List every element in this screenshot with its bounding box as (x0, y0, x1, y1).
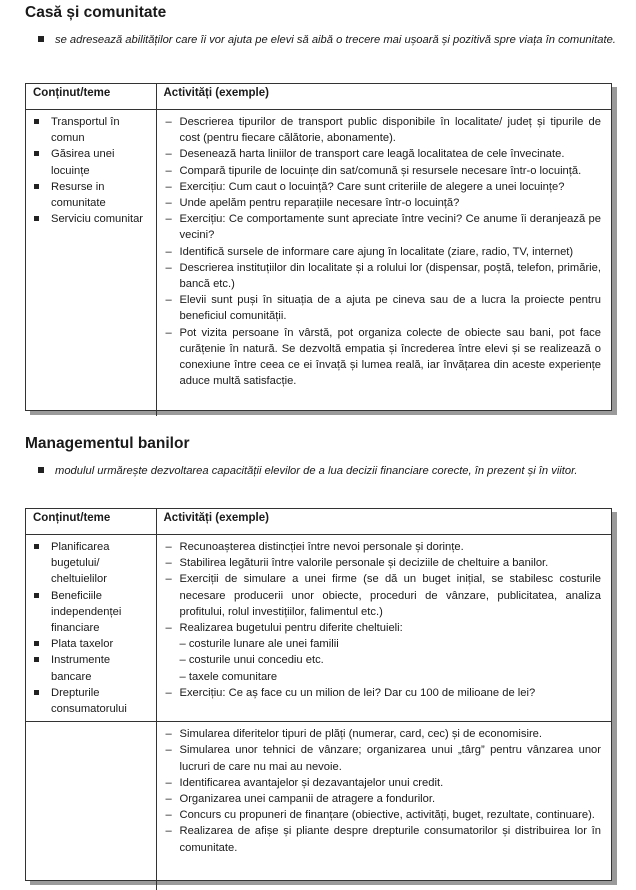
topic-item: Transportul în comun (33, 114, 152, 146)
topics-cell (26, 110, 156, 417)
activity-item: – Exercițiu: Cum caut o locuință? Care sunt criteriile de alegere a unei locuințe? (164, 179, 602, 195)
topic-item: Plata taxelor (33, 636, 152, 652)
activity-item: – Recunoașterea distincției între nevoi personale și dorințe. (164, 539, 602, 555)
activity-item: – Unde apelăm pentru reparațiile necesare într-o locuință? (164, 195, 602, 211)
topic-item: Beneficiile independenței financiare (33, 588, 152, 637)
sub-activity-item: – costurile lunare ale unei familii (179, 638, 339, 651)
topic-item: Serviciu comunitar (33, 211, 152, 227)
sub-activity-item: – costurile unui concediu etc. (179, 654, 324, 667)
section-intro (55, 31, 628, 49)
table-managementul-banilor (25, 508, 612, 881)
activity-item: – Stabilirea legăturii între valorile personale și deciziile de cheltuire a banilor. (164, 555, 602, 571)
topic-item: Instrumente bancare (33, 652, 152, 684)
activity-item: – Identifică sursele de informare care ajung în localitate (ziare, radio, TV, internet) (164, 244, 602, 260)
table-casa-comunitate (25, 83, 612, 411)
intro-text: se adresează abilităților care îi vor ajuta pe elevi să aibă o trecere mai ușoară și pozitivă spre viața în comunitate. (55, 34, 616, 46)
activity-item: – Descrierea instituțiilor din localitate și a rolului lor (dispensar, poștă, telefon, primărie, bancă etc.) (164, 260, 602, 292)
column-header-content: Conținut/teme (26, 84, 156, 110)
section-intro (55, 462, 628, 480)
square-bullet-icon (38, 36, 44, 42)
column-header-content: Conținut/teme (26, 509, 156, 535)
activity-item: – Desenează harta liniilor de transport care leagă localitatea de cele învecinate. (164, 146, 602, 162)
topic-item: Resurse in comunitate (33, 179, 152, 211)
activity-item: – Concurs cu propuneri de finanțare (obiective, activități, buget, rezultate, continuare). (164, 807, 602, 823)
activity-item: – Realizarea bugetului pentru diferite cheltuieli: (164, 620, 602, 636)
table-row (26, 110, 611, 417)
topics-cell (26, 535, 156, 722)
activities-cell (156, 535, 611, 722)
section-title-managementul-banilor: Managementul banilor (25, 435, 190, 452)
activity-item: – Exercițiu: Ce aș face cu un milion de lei? Dar cu 100 de milioane de lei? (164, 685, 602, 701)
activity-item: – Pot vizita persoane în vârstă, pot organiza colecte de obiecte sau bani, pot face curățenie în natură. Se dezvoltă empatia și încrederea între elevi și se realizează o conexiune între ceea ce ei învață și lumea reală, iar învățarea din aceste experiențe aduce multă satisfacție. (164, 325, 602, 390)
column-header-activities: Activități (exemple) (156, 84, 611, 110)
activity-item: – Organizarea unei campanii de atragere a fondurilor. (164, 791, 602, 807)
activity-item: – Exercițiu: Ce comportamente sunt apreciate între vecini? Ce anume îi deranjează pe vecini? (164, 211, 602, 243)
activity-item: – Realizarea de afișe și pliante despre drepturile consumatorilor și distribuirea lor în comunitate. (164, 823, 602, 855)
activity-item: – Simularea diferitelor tipuri de plăți (numerar, card, cec) și de economisire. (164, 726, 602, 742)
square-bullet-icon (38, 467, 44, 473)
topic-item: Drepturile consumatorului (33, 685, 152, 717)
column-header-activities: Activități (exemple) (156, 509, 611, 535)
activity-item: – Descrierea tipurilor de transport public disponibile în localitate/ județ și tipurile de cost (pentru fiecare călătorie, abonamente). (164, 114, 602, 146)
activities-cell (156, 722, 611, 890)
activity-item: – Exerciții de simulare a unei firme (se dă un buget inițial, se stabilesc costurile necesare producerii unor obiecte, proceduri de vânzare, publicitatea, analiza profitului, rolul investițiilor, falimentul etc.) (164, 571, 602, 620)
topic-item: Planificarea bugetului/ cheltuielilor (33, 539, 152, 588)
intro-text: modulul urmărește dezvoltarea capacității elevilor de a lua decizii financiare corecte, în prezent și în viitor. (55, 465, 578, 477)
section-title-casa-comunitate: Casă și comunitate (25, 4, 167, 21)
topics-cell (26, 722, 156, 890)
activities-cell (156, 110, 611, 417)
activity-item: – Elevii sunt puși în situația de a ajuta pe cineva sau de a lucra la proiecte pentru beneficiul comunității. (164, 292, 602, 324)
activity-item: – Identificarea avantajelor și dezavantajelor unui credit. (164, 775, 602, 791)
table-row (26, 722, 611, 890)
activity-item: – Simularea unor tehnici de vânzare; organizarea unui „târg” pentru vânzarea unor lucruri de care nu mai au nevoie. (164, 742, 602, 774)
topic-item: Găsirea unei locuințe (33, 146, 152, 178)
activity-item: – Compară tipurile de locuințe din sat/comună și resursele necesare într-o locuință. (164, 163, 602, 179)
sub-activity-item: – taxele comunitare (179, 670, 278, 683)
table-row (26, 535, 611, 722)
